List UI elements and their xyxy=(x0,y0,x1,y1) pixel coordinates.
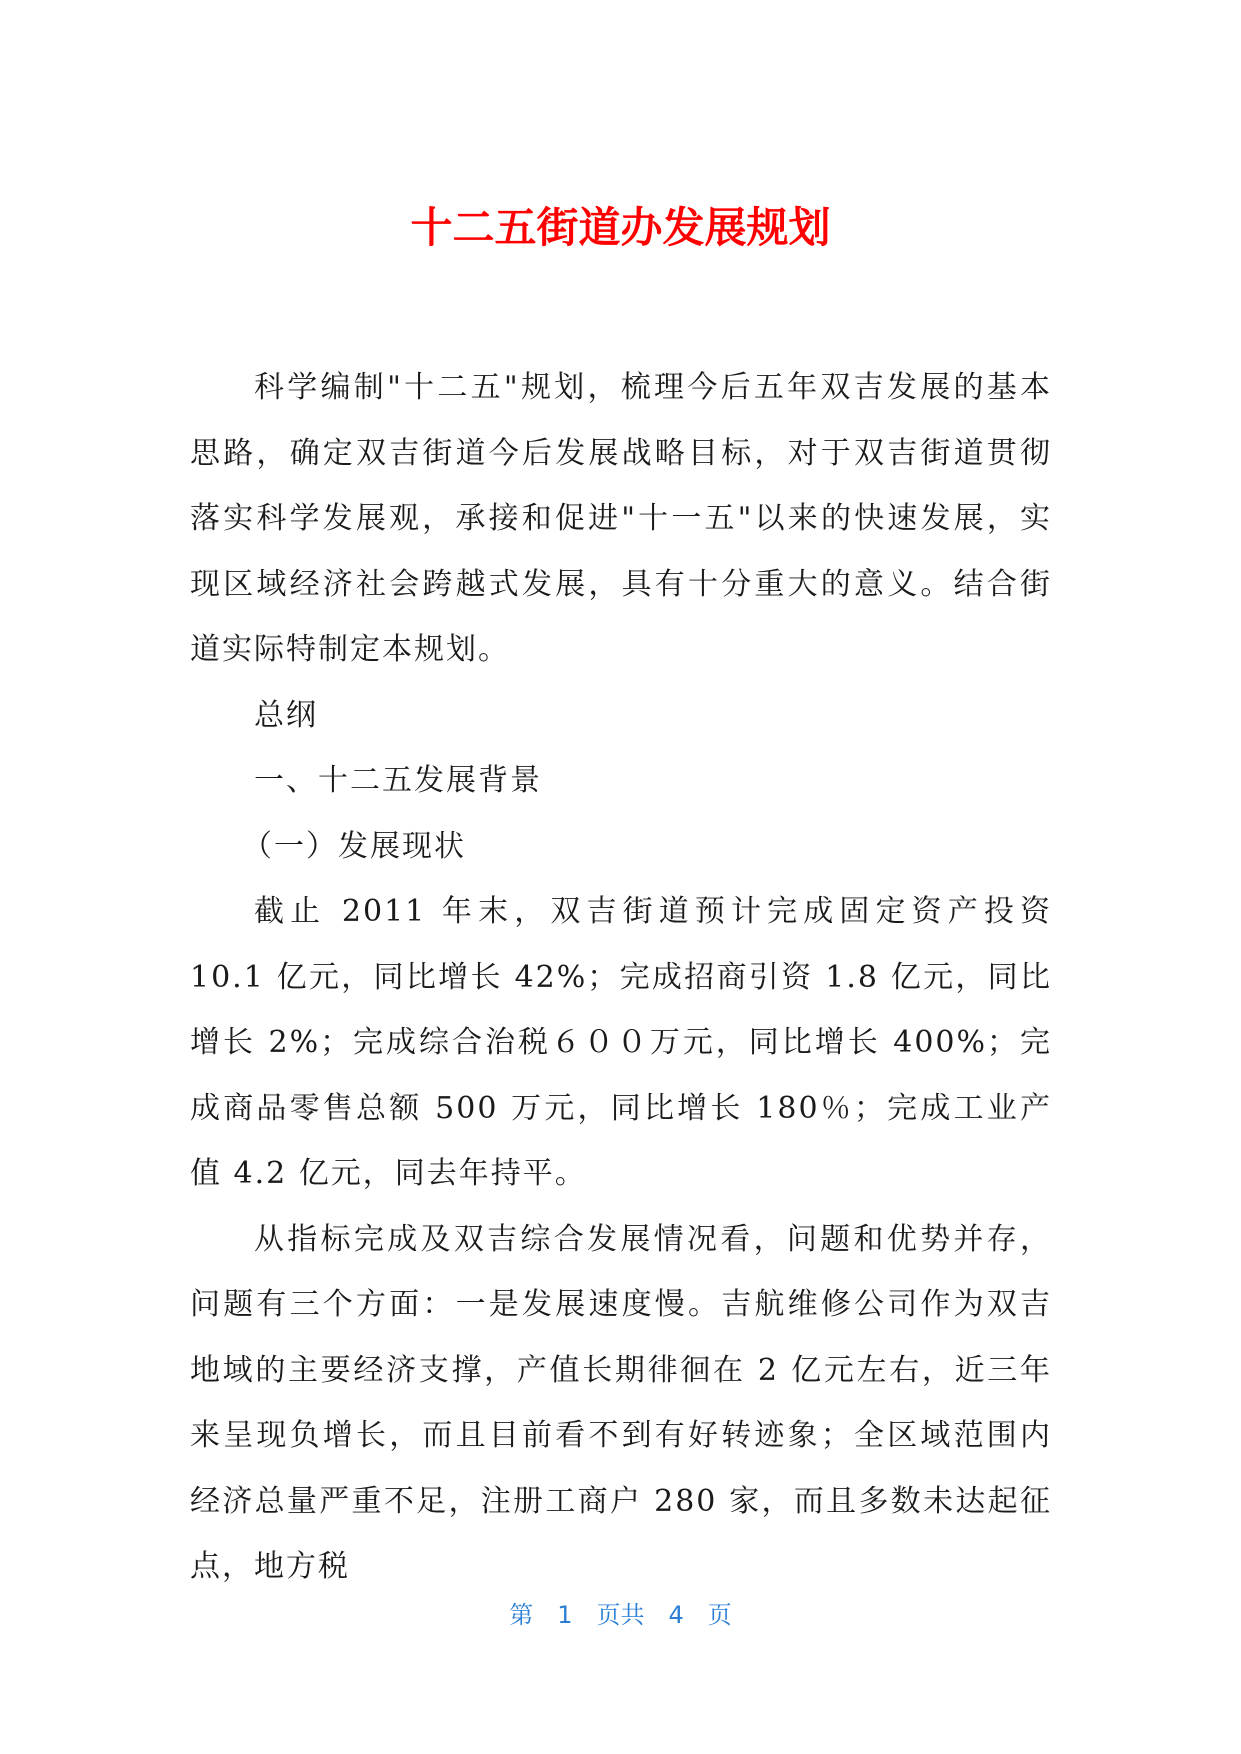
document-title: 十二五街道办发展规划 xyxy=(410,203,831,252)
document-body xyxy=(190,355,1052,1600)
section-heading-background: 一、十二五发展背景 xyxy=(254,763,542,798)
intro-paragraph: 科学编制"十二五"规划，梳理今后五年双吉发展的基本思路，确定双吉街道今后发展战略目标，对于双吉街道贯彻落实科学发展观，承接和促进"十一五"以来的快速发展，实现区域经济社会跨越式发展，具有十分重大的意义。结合街道实际特制定本规划。 xyxy=(190,370,1052,667)
section-heading-general: 总纲 xyxy=(254,697,318,733)
status-paragraph: 截止 2011 年末，双吉街道预计完成固定资产投资 10.1 亿元，同比增长 42%；完成招商引资 1.8 亿元，同比增长 2%；完成综合治税６００万元，同比增长 400%；完成商品零售总额 500 万元，同比增长 180％；完成工业产值 4.2 亿元，同去年持平。 xyxy=(190,894,1052,1191)
analysis-paragraph: 从指标完成及双吉综合发展情况看，问题和优势并存，问题有三个方面：一是发展速度慢。吉航维修公司作为双吉地域的主要经济支撑，产值长期徘徊在 2 亿元左右，近三年来呈现负增长，而且目前看不到有好转迹象；全区域范围内经济总量严重不足，注册工商户 280 家，而且多数未达起征点，地方税 xyxy=(190,1221,1052,1584)
page-number-footer: 第 1 页共 4 页 xyxy=(509,1601,732,1629)
subsection-heading-status: （一）发展现状 xyxy=(242,828,466,864)
